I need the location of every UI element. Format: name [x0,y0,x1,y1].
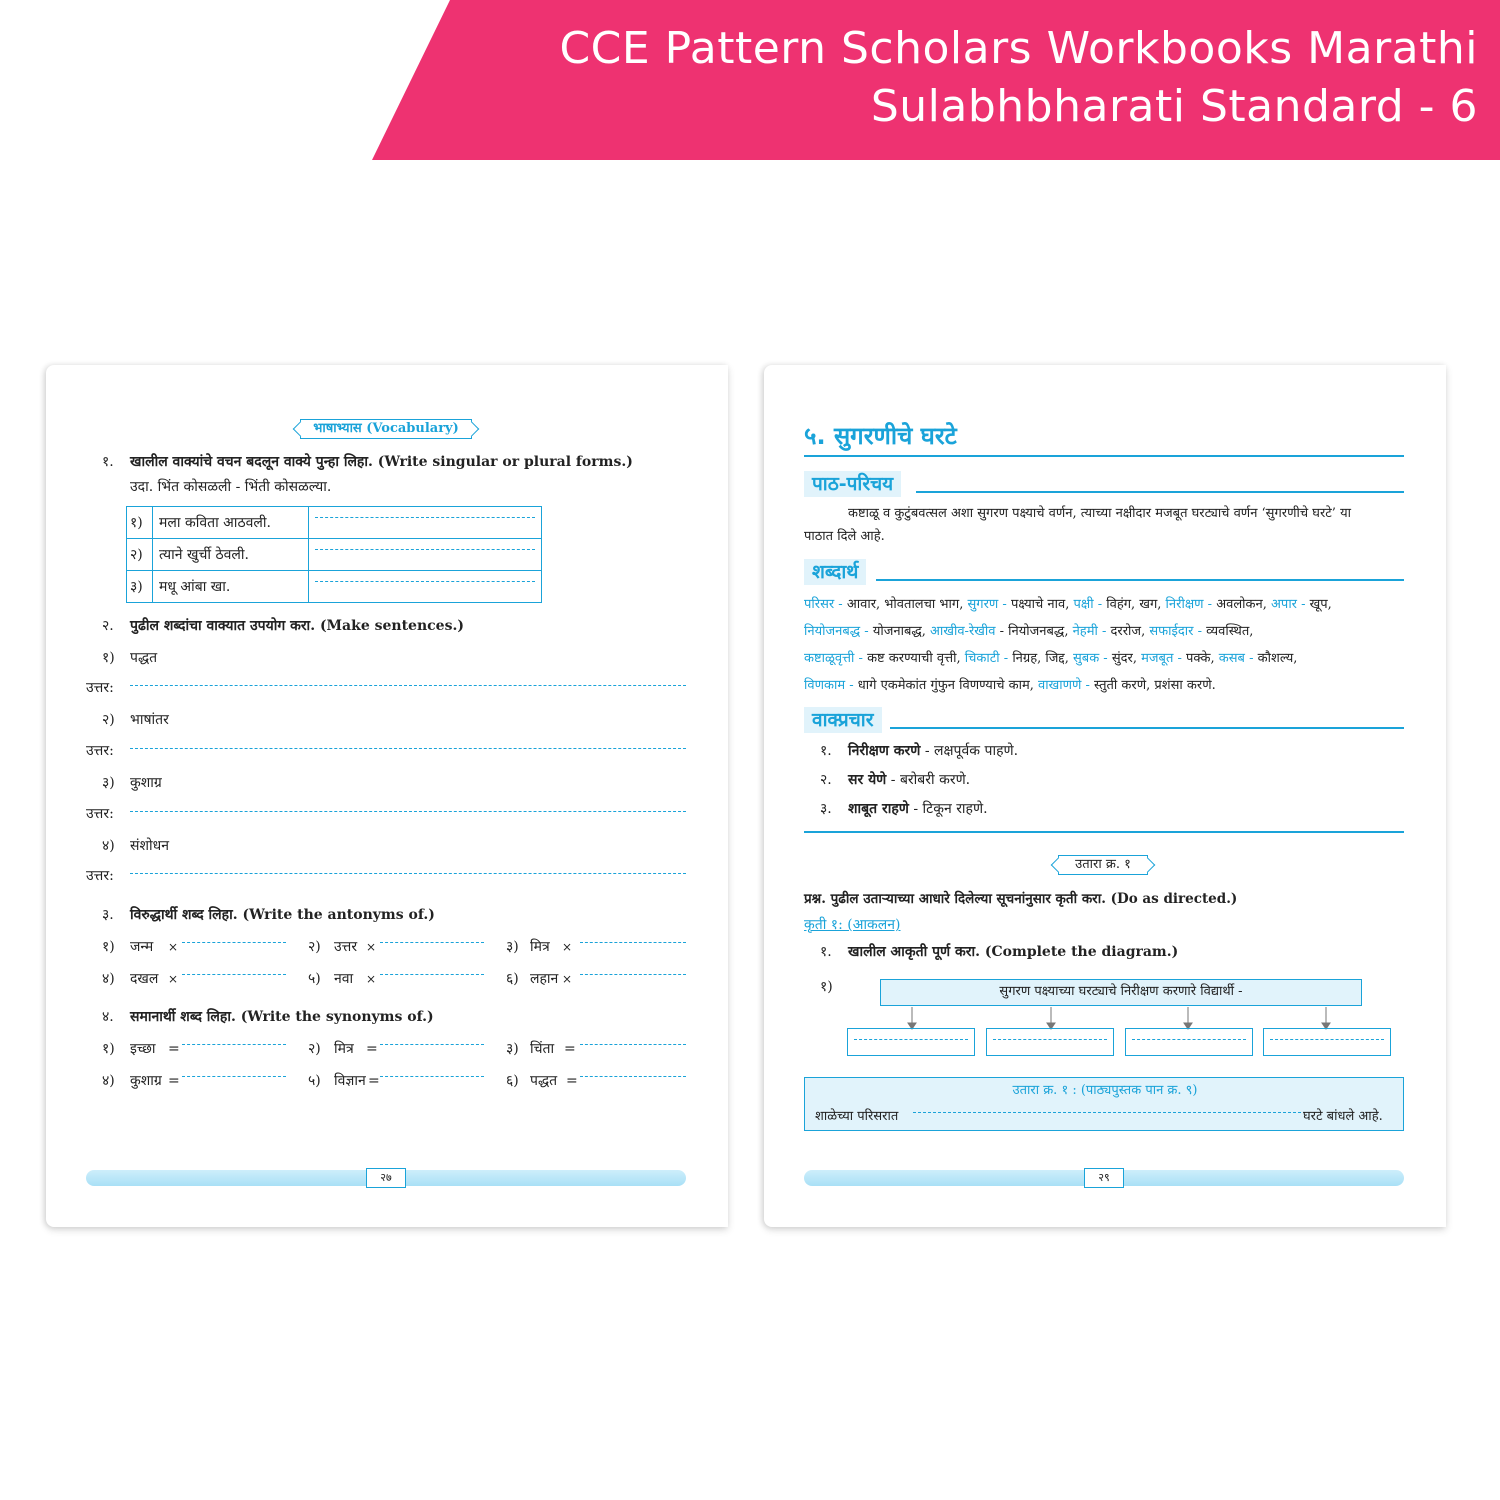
equals-sign: = [368,1073,380,1089]
glossary-section-header [804,559,1404,585]
glossary-meaning: आवार, भोवतालचा भाग, [842,597,968,612]
glossary-meaning: सुंदर, [1107,651,1142,666]
passage-box [804,1077,1404,1131]
phrases-heading: वाक्प्रचार [804,707,882,733]
q2-item-word: भाषांतर [130,712,169,728]
glossary-meaning: व्यवस्थित, [1202,624,1254,639]
q4-marathi: समानार्थी शब्द लिहा. [130,1009,236,1025]
q3-marathi: विरुद्धार्थी शब्द लिहा. [130,907,238,923]
phrase-number: २. [820,772,832,788]
q1-example: उदा. भिंत कोसळली - भिंती कोसळल्या. [130,479,332,495]
q1-marathi: खालील वाक्यांचे वचन बदलून वाक्ये पुन्हा लिहा. [130,454,373,470]
table-row [127,507,542,539]
answer-cell[interactable] [309,507,542,539]
q4-item-number: ३) [506,1041,519,1057]
task-text [848,943,1178,961]
equals-sign: = [168,1041,180,1057]
table-row [127,539,542,571]
q3-item-word: दखल [130,971,159,987]
section-rule [916,491,1404,493]
answer-line[interactable] [315,549,535,550]
times-sign: × [366,940,377,954]
q2-item-number: १) [102,650,115,666]
glossary-word: परिसर - [804,597,843,612]
answer-line[interactable] [182,1076,286,1077]
glossary-word: नियोजनबद्ध - [804,624,869,639]
row-number: ३) [127,571,153,603]
glossary-meaning: कष्ट करण्याची वृत्ती, [862,651,965,666]
answer-line[interactable] [130,748,686,749]
glossary-word: पक्षी - [1073,597,1103,612]
table-row [127,571,542,603]
question-marathi: प्रश्न. पुढील उताऱ्याच्या आधारे दिलेल्या सूचनांनुसार कृती करा. [804,891,1106,907]
passage-answer-line[interactable] [913,1112,1301,1113]
times-sign: × [168,972,179,986]
glossary-meaning: दररोज, [1106,624,1150,639]
phrase-number: १. [820,743,832,759]
q2-english: (Make sentences.) [319,618,464,634]
equals-sign: = [564,1041,576,1057]
equals-sign: = [566,1073,578,1089]
answer-line[interactable] [315,581,535,582]
singular-plural-table [126,506,542,603]
passage-end: घरटे बांधले आहे. [1303,1109,1383,1124]
row-sentence: मला कविता आठवली. [153,507,309,539]
glossary-word: नेहमी - [1072,624,1107,639]
q4-item-number: ६) [506,1073,519,1089]
glossary-word: कष्टाळूवृत्ती - [804,651,863,666]
glossary-meaning: - नियोजनबद्ध, [995,624,1073,639]
banner [0,0,1500,160]
banner-title [559,20,1478,136]
glossary-word: अपार - [1271,597,1306,612]
q4-text [130,1008,434,1026]
times-sign: × [366,972,377,986]
q2-text [130,617,464,635]
glossary-word: सफाईदार - [1149,624,1203,639]
q1-number: १. [102,454,114,470]
phrase-meaning: - बरोबरी करणे. [886,772,971,788]
phrase-number: ३. [820,801,832,817]
q4-item-number: २) [308,1041,321,1057]
intro-line2: पाठात दिले आहे. [804,529,885,544]
q4-item-number: १) [102,1041,115,1057]
intro-heading: पाठ-परिचय [804,471,901,497]
answer-line[interactable] [130,685,686,686]
phrase-meaning: - टिकून राहणे. [908,801,988,817]
q3-item-number: ५) [308,971,321,987]
q4-item-word: चिंता [530,1041,555,1057]
answer-line[interactable] [580,942,686,943]
q2-item-word: संशोधन [130,838,169,854]
q4-item-word: पद्धत [530,1073,558,1089]
glossary-meaning: विहंग, खग, [1102,597,1166,612]
diagram-top-box: सुगरण पक्ष्याच्या घरट्याचे निरीक्षण करणारे विद्यार्थी - [880,979,1362,1006]
answer-line[interactable] [182,1044,286,1045]
banner-title-line1: CCE Pattern Scholars Workbooks Marathi [559,23,1478,74]
answer-label: उत्तर: [86,806,114,822]
glossary-word: विणकाम - [804,678,854,693]
q4-english: (Write the synonyms of.) [240,1009,434,1025]
right-page [764,365,1446,1227]
q3-item-number: १) [102,939,115,955]
glossary-word: कसब - [1218,651,1254,666]
q2-item-number: ४) [102,838,115,854]
page-number: २९ [1084,1168,1124,1188]
answer-line[interactable] [580,974,686,975]
answer-line[interactable] [1270,1039,1384,1040]
answer-line[interactable] [380,974,484,975]
passage-ribbon: उतारा क्र. १ [1058,855,1148,875]
chapter-title: ५. सुगरणीचे घरटे [804,422,957,450]
glossary-meaning: कौशल्य, [1253,651,1298,666]
diagram-answer-box[interactable] [1125,1028,1253,1056]
title-underline [804,455,1404,457]
q4-item-word: कुशाग्र [130,1073,162,1089]
q3-item-number: ६) [506,971,519,987]
row-sentence: त्याने खुर्ची ठेवली. [153,539,309,571]
answer-line[interactable] [380,1044,484,1045]
diagram-number: १) [820,979,833,995]
glossary-word: निरीक्षण - [1165,597,1213,612]
answer-line[interactable] [380,942,484,943]
answer-label: उत्तर: [86,680,114,696]
equals-sign: = [366,1041,378,1057]
equals-sign: = [168,1073,180,1089]
glossary-word: आखीव-रेखीव [930,624,996,639]
answer-line[interactable] [580,1044,686,1045]
q2-item-number: २) [102,712,115,728]
glossary-word: सुबक - [1072,651,1108,666]
answer-line[interactable] [854,1039,968,1040]
section-divider [804,831,1404,833]
answer-label: उत्तर: [86,743,114,759]
question-english: (Do as directed.) [1110,891,1238,907]
q3-text [130,906,435,924]
glossary-line [804,596,1332,614]
q3-item-word: जन्म [130,939,154,955]
phrase-item [848,742,1018,760]
q2-marathi: पुढील शब्दांचा वाक्यात उपयोग करा. [130,618,316,634]
times-sign: × [562,940,573,954]
diagram-answer-box[interactable] [847,1028,975,1056]
page-number: २७ [366,1168,406,1188]
q3-item-number: २) [308,939,321,955]
glossary-meaning: खूप, [1305,597,1332,612]
banner-title-line2: Sulabhbharati Standard - 6 [870,81,1478,132]
q4-number: ४. [102,1009,114,1025]
times-sign: × [562,972,573,986]
q2-item-number: ३) [102,775,115,791]
q3-number: ३. [102,907,114,923]
phrase-meaning: - लक्षपूर्वक पाहणे. [920,743,1019,759]
diagram-answer-box[interactable] [986,1028,1114,1056]
task-number: १. [820,944,832,960]
answer-line[interactable] [182,942,286,943]
glossary-heading: शब्दार्थ [804,559,866,585]
glossary-meaning: पक्ष्याचे नाव, [1006,597,1074,612]
glossary-word: मजबूत - [1141,651,1182,666]
answer-line[interactable] [993,1039,1107,1040]
intro-line1: कष्टाळू व कुटुंबवत्सल अशा सुगरण पक्ष्याचे वर्णन, त्याच्या नक्षीदार मजबूत घरट्याचे वर्णन ‘सुगरणीचे घरटे’ या [848,506,1351,521]
phrase-text: शाबूत राहणे [848,801,909,817]
vocabulary-ribbon: भाषाभ्यास (Vocabulary) [300,419,472,439]
glossary-meaning: स्तुती करणे, प्रशंसा करणे. [1089,678,1216,693]
times-sign: × [168,940,179,954]
phrase-item [848,800,988,818]
passage-start: शाळेच्या परिसरात [815,1109,899,1124]
q3-english: (Write the antonyms of.) [242,907,435,923]
row-number: १) [127,507,153,539]
question-text [804,890,1237,908]
q4-item-word: इच्छा [130,1041,156,1057]
answer-line[interactable] [130,811,686,812]
diagram-answer-box[interactable] [1263,1028,1391,1056]
glossary-meaning: धागे एकमेकांत गुंफुन विणण्याचे काम, [853,678,1038,693]
intro-section-header [804,471,1404,497]
glossary-line [804,650,1297,668]
glossary-word: सुगरण - [967,597,1007,612]
glossary-meaning: निग्रह, जिद्द, [1008,651,1073,666]
q4-item-number: ५) [308,1073,321,1089]
section-rule [890,727,1404,729]
q3-item-number: ३) [506,939,519,955]
q2-item-word: पद्धत [130,650,158,666]
glossary-word: वाखाणणे - [1038,678,1090,693]
answer-line[interactable] [1132,1039,1246,1040]
phrase-text: निरीक्षण करणे [848,743,921,759]
q3-item-number: ४) [102,971,115,987]
task-english: (Complete the diagram.) [984,944,1179,960]
glossary-word: चिकाटी - [964,651,1009,666]
answer-line[interactable] [380,1076,484,1077]
passage-box-title: उतारा क्र. १ : (पाठ्यपुस्तक पान क्र. ९) [1012,1083,1198,1098]
answer-line[interactable] [315,517,535,518]
phrase-item [848,771,970,789]
answer-line[interactable] [580,1076,686,1077]
left-page [46,365,728,1227]
q4-item-word: मित्र [334,1041,354,1057]
answer-cell[interactable] [309,571,542,603]
glossary-meaning: पक्के, [1181,651,1219,666]
answer-cell[interactable] [309,539,542,571]
answer-line[interactable] [182,974,286,975]
q1-text [130,453,633,471]
phrases-section-header [804,707,1404,733]
q2-item-word: कुशाग्र [130,775,162,791]
q3-item-word: मित्र [530,939,550,955]
phrase-text: सर येणे [848,772,887,788]
glossary-meaning: अवलोकन, [1212,597,1271,612]
row-sentence: मधू आंबा खा. [153,571,309,603]
glossary-line [804,677,1216,695]
section-rule [876,579,1404,581]
q2-number: २. [102,618,114,634]
activity-label: कृती १: (आकलन) [804,917,901,933]
q3-item-word: लहान [530,971,559,987]
q4-item-word: विज्ञान [334,1073,366,1089]
glossary-line [804,623,1253,641]
q1-english: (Write singular or plural forms.) [377,454,633,470]
answer-line[interactable] [130,873,686,874]
q4-item-number: ४) [102,1073,115,1089]
row-number: २) [127,539,153,571]
q3-item-word: उत्तर [334,939,358,955]
answer-label: उत्तर: [86,868,114,884]
glossary-meaning: योजनाबद्ध, [868,624,931,639]
q3-item-word: नवा [334,971,354,987]
task-marathi: खालील आकृती पूर्ण करा. [848,944,981,960]
